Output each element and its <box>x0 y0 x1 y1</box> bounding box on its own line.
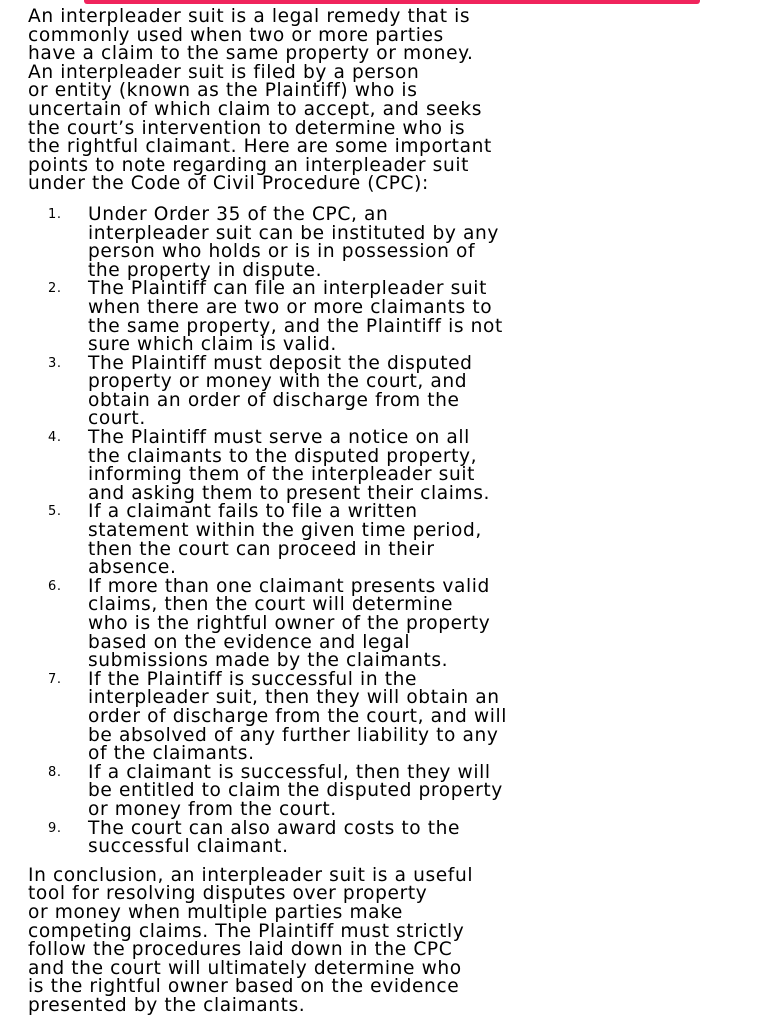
list-item-number: 6. <box>48 578 62 594</box>
list-item <box>28 203 750 281</box>
points-list <box>28 203 750 858</box>
list-item-line: person who holds or is in possession of <box>88 241 476 263</box>
list-item-line: the claimants to the disputed property, <box>88 445 478 467</box>
intro-line: under the Code of Civil Procedure (CPC): <box>28 173 429 195</box>
list-item <box>28 429 750 503</box>
list-item-line: If a claimant fails to file a written <box>88 501 418 523</box>
document-body <box>28 8 750 1015</box>
list-item-line: The court can also award costs to the <box>88 817 461 839</box>
conclusion-paragraph <box>28 864 750 1016</box>
intro-line: An interpleader suit is a legal remedy that is <box>28 6 471 27</box>
list-item-line: when there are two or more claimants to <box>88 296 493 318</box>
list-item-line: If more than one claimant presents valid <box>88 575 490 597</box>
list-item-number: 8. <box>48 764 62 780</box>
list-item-text <box>88 280 750 354</box>
list-item-line: absence. <box>88 557 177 579</box>
intro-line: commonly used when two or more parties <box>28 24 444 46</box>
list-item <box>28 280 750 354</box>
list-item-text <box>88 429 750 503</box>
intro-line: or entity (known as the Plaintiff) who is <box>28 80 418 102</box>
list-item <box>28 352 750 430</box>
list-item-text <box>88 575 750 672</box>
list-item-line: property or money with the court, and <box>88 371 468 393</box>
list-item-number: 7. <box>48 671 62 687</box>
list-item-number: 1. <box>48 206 62 222</box>
intro-line: the rightful claimant. Here are some important <box>28 136 492 158</box>
intro-paragraph <box>28 8 750 194</box>
list-item-line: obtain an order of discharge from the <box>88 389 460 411</box>
list-item-line: be entitled to claim the disputed property <box>88 780 503 802</box>
list-item-text <box>88 352 750 430</box>
intro-line: An interpleader suit is filed by a person <box>28 61 420 83</box>
list-item <box>28 575 750 672</box>
list-item-text <box>88 761 750 820</box>
list-item-line: or money from the court. <box>88 798 337 820</box>
intro-line: uncertain of which claim to accept, and seeks <box>28 98 482 120</box>
list-item-line: successful claimant. <box>88 836 289 858</box>
conclusion-line: In conclusion, an interpleader suit is a useful <box>28 864 474 886</box>
conclusion-line: and the court will ultimately determine who <box>28 957 462 979</box>
list-item-line: If the Plaintiff is successful in the <box>88 668 418 690</box>
list-item-line: the same property, and the Plaintiff is not <box>88 315 503 337</box>
conclusion-line: competing claims. The Plaintiff must strictly <box>28 920 465 942</box>
list-item-text <box>88 203 750 281</box>
list-item-number: 4. <box>48 430 62 446</box>
list-item-text <box>88 668 750 765</box>
list-item-line: submissions made by the claimants. <box>88 650 449 672</box>
list-item-line: statement within the given time period, <box>88 520 482 542</box>
list-item <box>28 503 750 577</box>
accent-bar <box>84 0 700 4</box>
list-item-line: The Plaintiff can file an interpleader suit <box>88 278 487 300</box>
conclusion-line: follow the procedures laid down in the CPC <box>28 939 453 961</box>
list-item-number: 5. <box>48 504 62 520</box>
list-item <box>28 668 750 765</box>
list-item-line: interpleader suit can be instituted by any <box>88 222 499 244</box>
list-item-line: The Plaintiff must deposit the disputed <box>88 352 473 374</box>
intro-line: points to note regarding an interpleader suit <box>28 154 469 176</box>
list-item-line: of the claimants. <box>88 743 255 765</box>
list-item-text <box>88 503 750 577</box>
conclusion-line: or money when multiple parties make <box>28 901 403 923</box>
conclusion-line: is the rightful owner based on the evidence <box>28 976 460 998</box>
conclusion-line: presented by the claimants. <box>28 994 306 1016</box>
list-item-number: 3. <box>48 355 62 371</box>
list-item-line: claims, then the court will determine <box>88 594 454 616</box>
list-item-line: interpleader suit, then they will obtain an <box>88 687 500 709</box>
list-item-line: The Plaintiff must serve a notice on all <box>88 427 470 449</box>
list-item-text <box>88 817 750 858</box>
list-item-line: based on the evidence and legal <box>88 631 411 653</box>
list-item-line: If a claimant is successful, then they will <box>88 761 491 783</box>
list-item <box>28 761 750 820</box>
list-item <box>28 817 750 858</box>
list-item-line: order of discharge from the court, and will <box>88 705 507 727</box>
list-item-line: court. <box>88 408 146 430</box>
list-item-line: who is the rightful owner of the property <box>88 613 491 634</box>
list-item-line: then the court can proceed in their <box>88 538 435 560</box>
intro-line: have a claim to the same property or money. <box>28 43 474 65</box>
intro-line: the court’s intervention to determine who is <box>28 117 466 139</box>
list-item-line: and asking them to present their claims. <box>88 482 491 504</box>
list-item-line: sure which claim is valid. <box>88 334 337 356</box>
list-item-line: the property in dispute. <box>88 259 323 281</box>
list-item-number: 2. <box>48 281 62 297</box>
list-item-line: be absolved of any further liability to any <box>88 724 499 746</box>
conclusion-line: tool for resolving disputes over property <box>28 883 428 905</box>
list-item-number: 9. <box>48 820 62 836</box>
list-item-line: Under Order 35 of the CPC, an <box>88 203 389 225</box>
list-item-line: informing them of the interpleader suit <box>88 464 476 486</box>
